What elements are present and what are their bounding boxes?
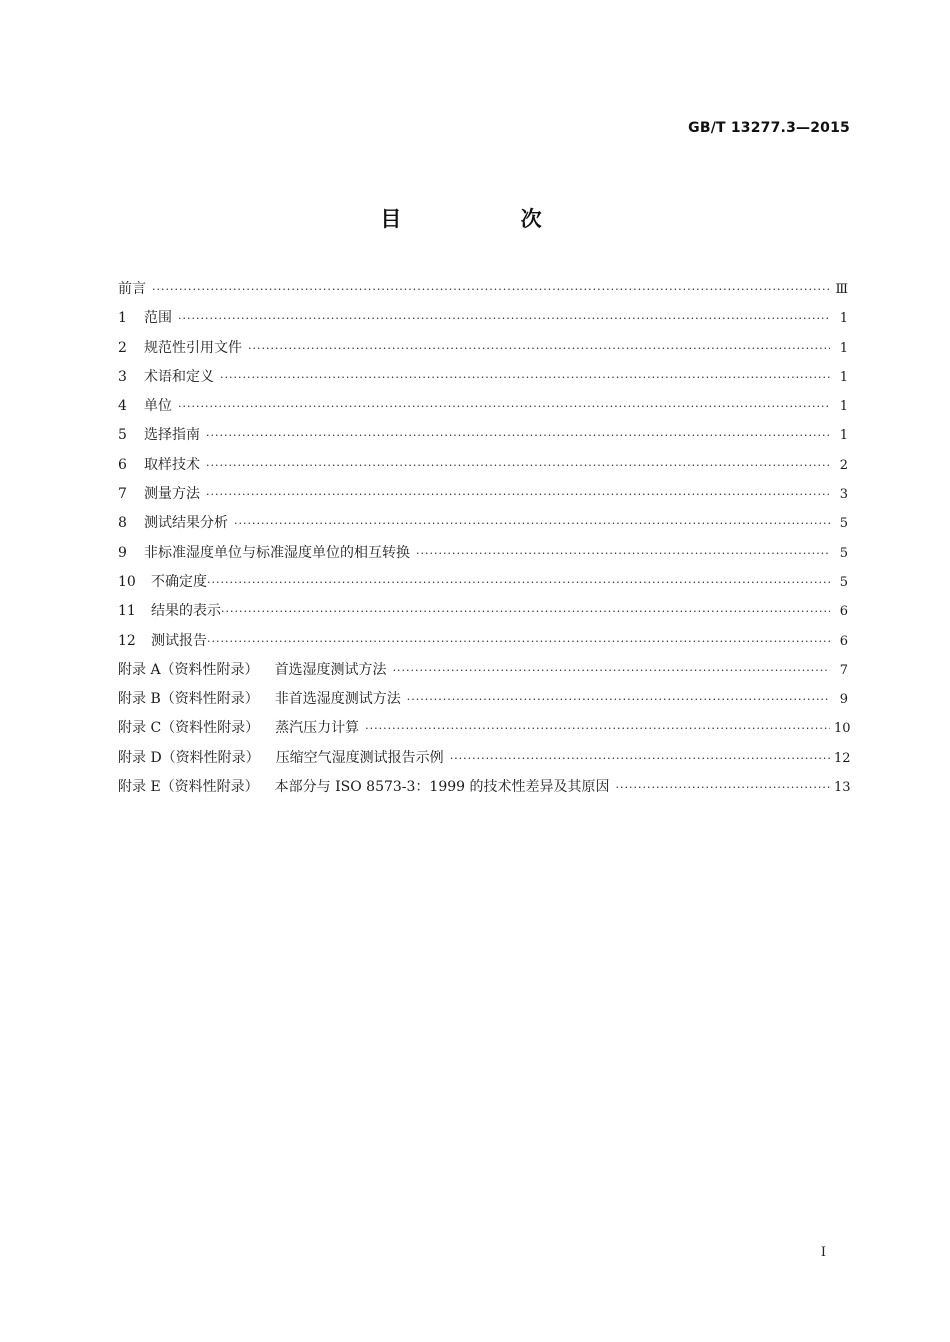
toc-entry-label: 结果的表示 [151,603,221,620]
toc-dot-leader [365,722,830,735]
toc-entry-label: 取样技术 [144,456,200,473]
toc-entry-unit-conversion[interactable] [118,542,848,571]
table-of-contents [118,278,851,805]
toc-dot-leader [221,605,830,618]
toc-entry-page: 3 [839,487,848,503]
toc-entry-appendix-id: 附录 C（资料性附录） [118,720,260,737]
toc-entry-number: 5 [118,427,127,444]
toc-entry-sampling[interactable] [118,454,848,483]
toc-entry-label: 本部分与 ISO 8573-3：1999 的技术性差异及其原因 [274,779,610,796]
toc-entry-test-report[interactable] [118,630,848,659]
toc-entry-label: 首选湿度测试方法 [274,661,387,678]
toc-entry-appendix-id: 附录 B（资料性附录） [118,691,259,708]
toc-entry-label: 压缩空气湿度测试报告示例 [275,749,444,766]
toc-dot-leader [178,400,830,413]
toc-entry-label: 不确定度 [151,573,207,590]
toc-dot-leader [207,576,830,589]
toc-dot-leader [616,781,830,794]
document-code: GB/T 13277.3—2015 [688,120,850,136]
toc-entry-page: 5 [839,545,848,561]
toc-entry-foreword[interactable] [118,278,848,307]
toc-entry-terms-definitions[interactable] [118,366,848,395]
toc-entry-number: 9 [118,544,127,561]
toc-entry-page: 6 [839,633,848,649]
toc-entry-page: 13 [834,780,851,796]
toc-entry-page: 1 [839,311,848,327]
toc-entry-normative-references[interactable] [118,337,848,366]
toc-dot-leader [178,312,830,325]
toc-dot-leader [206,429,830,442]
toc-entry-result-analysis[interactable] [118,512,848,541]
toc-entry-appendix-d[interactable] [118,747,851,776]
toc-entry-page: 9 [839,692,848,708]
toc-entry-label: 测试结果分析 [144,515,228,532]
toc-entry-appendix-c[interactable] [118,717,851,746]
toc-dot-leader [220,371,830,384]
toc-entry-number: 6 [118,456,127,473]
page-title: 目 次 [380,207,598,231]
toc-entry-label: 非标准湿度单位与标准湿度单位的相互转换 [144,544,410,561]
page-number: I [820,1245,826,1260]
toc-entry-label: 测量方法 [144,486,200,503]
toc-entry-appendix-id: 附录 D（资料性附录） [118,749,260,766]
toc-dot-leader [206,459,830,472]
toc-entry-appendix-a[interactable] [118,659,848,688]
toc-dot-leader [407,693,830,706]
toc-dot-leader [393,664,830,677]
toc-entry-number: 2 [118,339,127,356]
toc-entry-number: 11 [118,603,136,620]
toc-entry-scope[interactable] [118,307,848,336]
toc-entry-number: 10 [118,573,136,590]
toc-dot-leader [248,342,830,355]
toc-entry-label: 蒸汽压力计算 [275,720,360,737]
toc-dot-leader [207,635,830,648]
toc-entry-label: 单位 [144,398,172,415]
toc-entry-page: 12 [834,750,851,766]
toc-entry-number: 8 [118,515,127,532]
toc-entry-measurement-methods[interactable] [118,483,848,512]
toc-entry-number: 1 [118,310,127,327]
toc-entry-page: 5 [839,516,848,532]
toc-entry-page: 2 [839,457,848,473]
toc-dot-leader [416,547,830,560]
toc-entry-units[interactable] [118,395,848,424]
toc-entry-label: 术语和定义 [144,368,214,385]
toc-entry-page: 1 [839,369,848,385]
toc-entry-page: 1 [839,428,848,444]
toc-dot-leader [234,517,830,530]
toc-entry-result-expression[interactable] [118,600,848,629]
toc-entry-number: 3 [118,368,127,385]
toc-entry-page: 1 [839,399,848,415]
toc-entry-page: 10 [834,721,851,737]
toc-entry-page: 1 [839,340,848,356]
toc-entry-uncertainty[interactable] [118,571,848,600]
toc-entry-label: 非首选湿度测试方法 [274,691,401,708]
toc-entry-number: 12 [118,632,136,649]
toc-entry-number: 7 [118,486,127,503]
toc-entry-appendix-b[interactable] [118,688,848,717]
toc-entry-page: Ⅲ [835,282,848,297]
toc-dot-leader [152,283,830,296]
toc-entry-label: 测试报告 [151,632,207,649]
toc-entry-appendix-id: 附录 A（资料性附录） [118,661,259,678]
toc-entry-label: 前言 [118,281,146,297]
toc-entry-number: 4 [118,398,127,415]
toc-entry-label: 选择指南 [144,427,200,444]
toc-entry-page: 5 [839,574,848,590]
toc-entry-appendix-id: 附录 E（资料性附录） [118,779,259,796]
toc-entry-label: 规范性引用文件 [144,339,242,356]
toc-entry-label: 范围 [144,310,172,327]
toc-entry-page: 7 [839,662,848,678]
toc-entry-selection-guide[interactable] [118,424,848,453]
toc-dot-leader [450,752,830,765]
toc-entry-appendix-e[interactable] [118,776,851,805]
toc-dot-leader [206,488,830,501]
toc-entry-page: 6 [839,604,848,620]
